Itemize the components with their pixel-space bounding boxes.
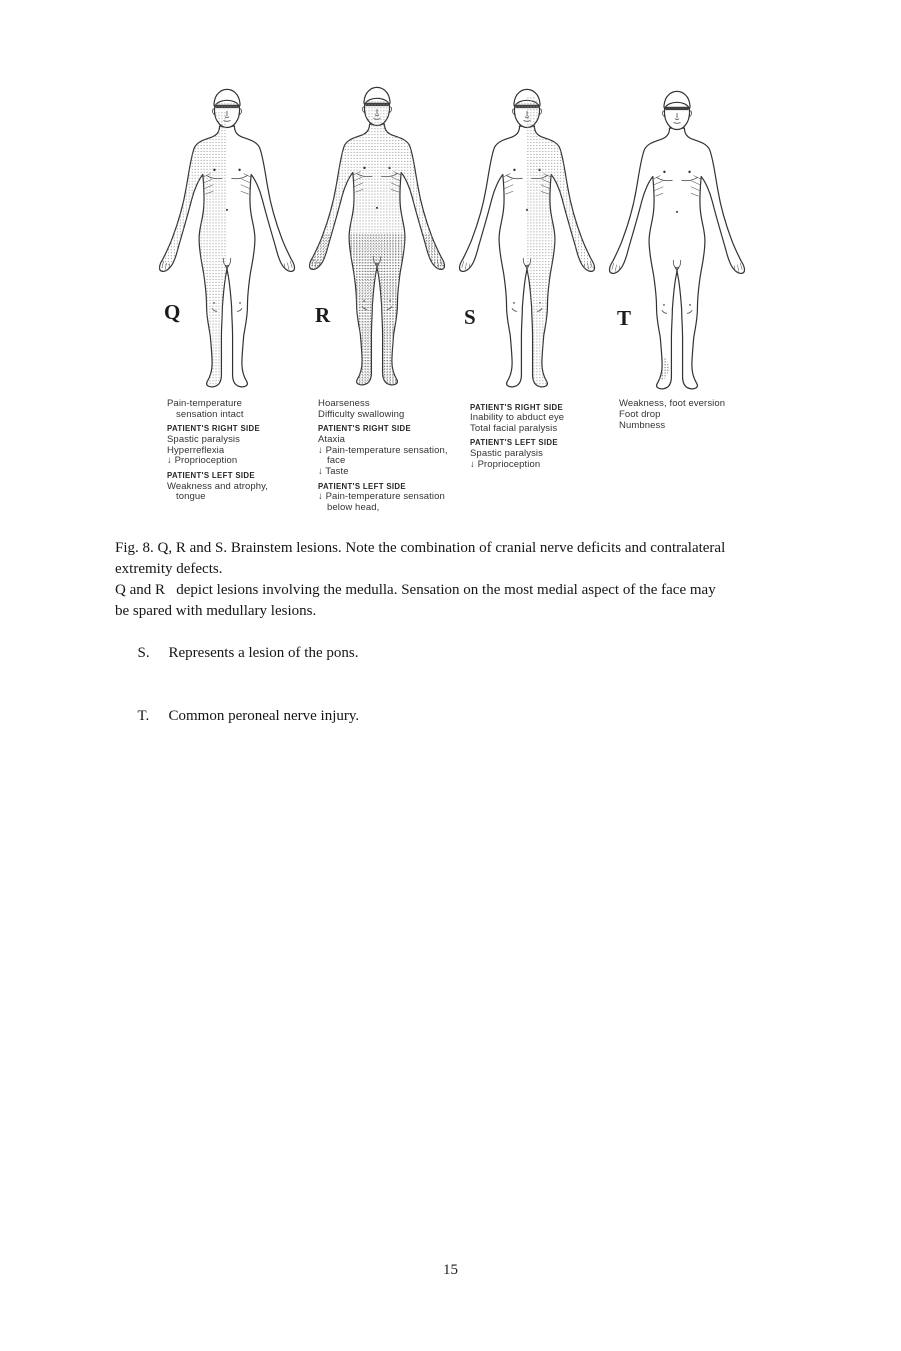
figure-label-s: S	[464, 305, 476, 329]
caption-item-label: S.	[137, 645, 150, 661]
annotation-line: below head,	[327, 502, 380, 514]
annotation-heading: PATIENT'S LEFT SIDE	[318, 481, 406, 491]
annotation-column-q	[167, 399, 325, 503]
figure-label-t: T	[617, 306, 632, 330]
caption-item-t	[115, 685, 797, 748]
annotation-line: Inability to abduct eye	[470, 412, 565, 424]
annotation-line: ↓ Proprioception	[470, 458, 541, 470]
shading-patient-right-side	[153, 103, 240, 395]
annotation-line: sensation intact	[176, 408, 244, 420]
body-figure-t	[602, 90, 752, 397]
annotation-line: Weakness, foot eversion	[619, 398, 726, 409]
page-number: 15	[443, 1262, 458, 1278]
annotation-line: ↓ Proprioception	[167, 455, 238, 467]
caption-item-label: T.	[137, 708, 150, 724]
annotation-line: Weakness and atrophy,	[167, 480, 269, 492]
figure-label-r: R	[315, 303, 331, 327]
annotation-heading: PATIENT'S LEFT SIDE	[167, 470, 255, 480]
annotation-column-t	[619, 399, 777, 431]
body-figure-s	[452, 88, 602, 395]
caption-line: extremity defects.	[115, 561, 223, 577]
annotation-line: Foot drop	[619, 408, 661, 420]
annotation-line: ↓ Pain-temperature sensation,	[318, 444, 448, 456]
annotation-line: ↓ Pain-temperature sensation	[318, 491, 445, 503]
annotation-column-r	[318, 399, 476, 514]
caption-item-s	[115, 622, 797, 685]
annotation-heading: PATIENT'S RIGHT SIDE	[470, 402, 564, 412]
shading-right-foot-patch	[654, 356, 669, 380]
caption-item-text: Common peroneal nerve injury.	[168, 708, 360, 724]
annotation-heading: PATIENT'S RIGHT SIDE	[318, 424, 412, 434]
caption-line: Q and R depict lesions involving the medulla. Sensation on the most medial aspect of the face may	[115, 582, 716, 598]
annotation-line: tongue	[176, 491, 206, 503]
annotation-line: Difficulty swallowing	[318, 408, 405, 420]
annotation-line: Spastic paralysis	[167, 433, 240, 445]
annotation-line: Ataxia	[318, 433, 346, 445]
shading-whole-body	[303, 101, 452, 393]
figure-caption	[115, 538, 797, 748]
figure-label-q: Q	[164, 300, 181, 324]
shading-patient-left-side	[514, 95, 601, 395]
body-figure-r	[302, 86, 452, 393]
annotation-line: face	[327, 455, 346, 467]
caption-line: be spared with medullary lesions.	[115, 603, 317, 619]
annotation-line: Total facial paralysis	[470, 423, 558, 435]
annotation-heading: PATIENT'S LEFT SIDE	[470, 438, 558, 448]
body-figure-q	[152, 88, 302, 395]
caption-item-text: Represents a lesion of the pons.	[168, 645, 359, 661]
caption-line: Fig. 8. Q, R and S. Brainstem lesions. Note the combination of cranial nerve deficits and contralateral	[115, 540, 726, 556]
annotation-line: ↓ Taste	[318, 466, 349, 478]
annotation-line: Numbness	[619, 419, 666, 431]
annotation-heading: PATIENT'S RIGHT SIDE	[167, 424, 261, 434]
annotation-line: Pain-temperature	[167, 398, 242, 409]
annotation-line: Hyperreflexia	[167, 444, 225, 456]
annotation-column-s	[470, 399, 628, 471]
annotation-line: Spastic paralysis	[470, 448, 543, 460]
annotation-line: Hoarseness	[318, 398, 370, 409]
